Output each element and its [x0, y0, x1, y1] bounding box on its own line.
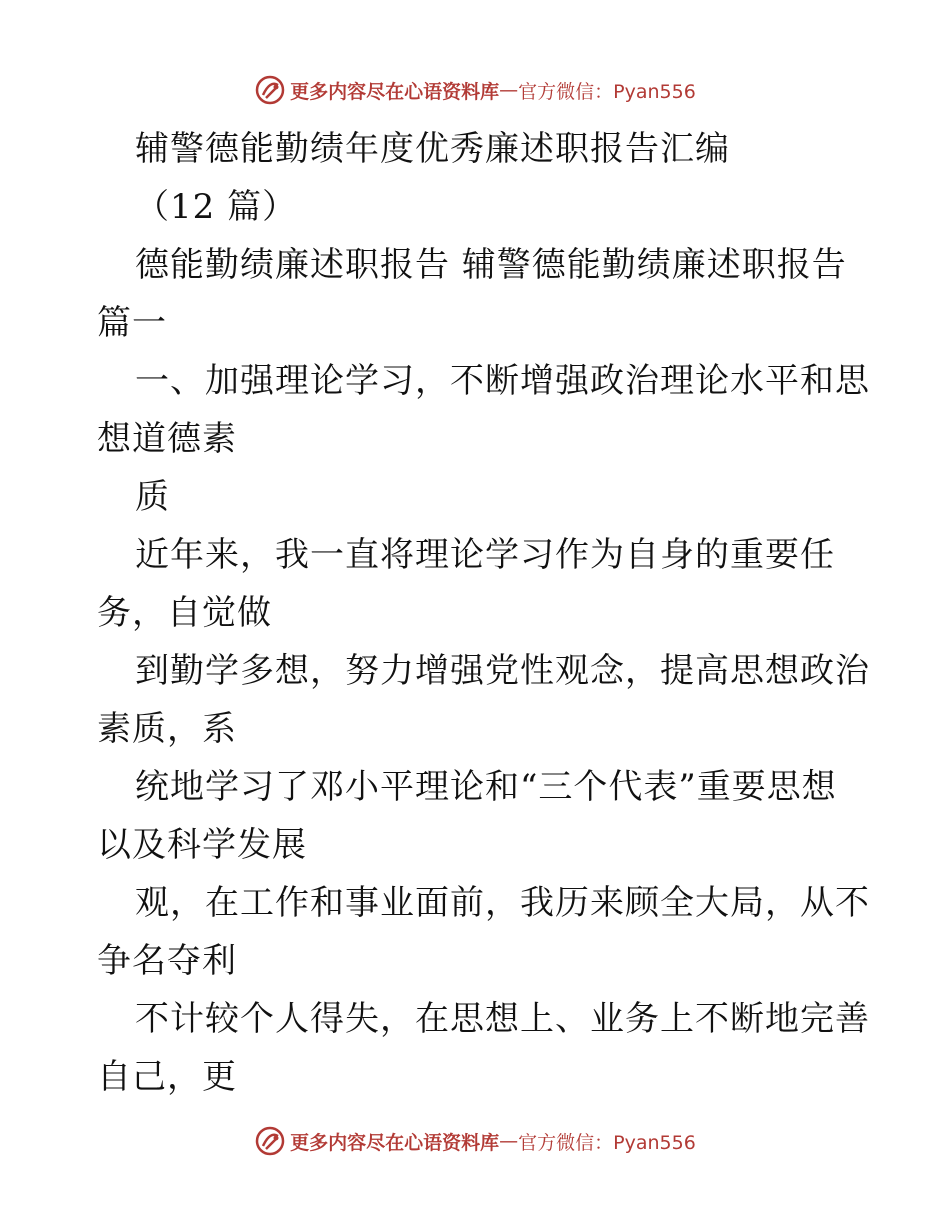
- paragraph-line: 以及科学发展: [97, 825, 307, 865]
- paragraph-line: 统地学习了邓小平理论和“三个代表”重要思想: [135, 767, 837, 807]
- banner-title: 更多内容尽在心语资料库: [290, 1131, 500, 1154]
- paragraph-line: 素质，系: [97, 709, 237, 749]
- footer-watermark-banner: [0, 1121, 950, 1161]
- brand-logo-icon: [254, 74, 286, 106]
- document-title: 辅警德能勤绩年度优秀廉述职报告汇编: [135, 129, 730, 169]
- banner-dash: —: [499, 1130, 519, 1152]
- paragraph-line: 务，自觉做: [97, 593, 272, 633]
- brand-logo-icon: [254, 1125, 286, 1157]
- paragraph-line: 近年来，我一直将理论学习作为自身的重要任: [135, 535, 835, 575]
- paragraph-line: 质: [135, 477, 170, 517]
- paragraph-line: 想道德素: [97, 419, 237, 459]
- banner-title: 更多内容尽在心语资料库: [290, 80, 500, 103]
- banner-dash: —: [499, 79, 519, 101]
- banner-wechat: 官方微信：Pyan556: [518, 80, 696, 103]
- paragraph-line: 观，在工作和事业面前，我历来顾全大局，从不: [135, 883, 870, 923]
- section-heading-cont: 篇一: [97, 303, 167, 343]
- document-subtitle: （12 篇）: [135, 187, 298, 227]
- paragraph-line: 到勤学多想，努力增强党性观念，提高思想政治: [135, 651, 870, 691]
- paragraph-line: 不计较个人得失，在思想上、业务上不断地完善: [135, 999, 870, 1039]
- paragraph-line: 一、加强理论学习，不断增强政治理论水平和思: [135, 361, 870, 401]
- banner-wechat: 官方微信：Pyan556: [518, 1131, 696, 1154]
- paragraph-line: 自己，更: [97, 1057, 237, 1097]
- paragraph-line: 争名夺利: [97, 941, 237, 981]
- section-heading: 德能勤绩廉述职报告 辅警德能勤绩廉述职报告: [135, 245, 847, 285]
- header-watermark-banner: [0, 70, 950, 110]
- document-body: [97, 120, 870, 1110]
